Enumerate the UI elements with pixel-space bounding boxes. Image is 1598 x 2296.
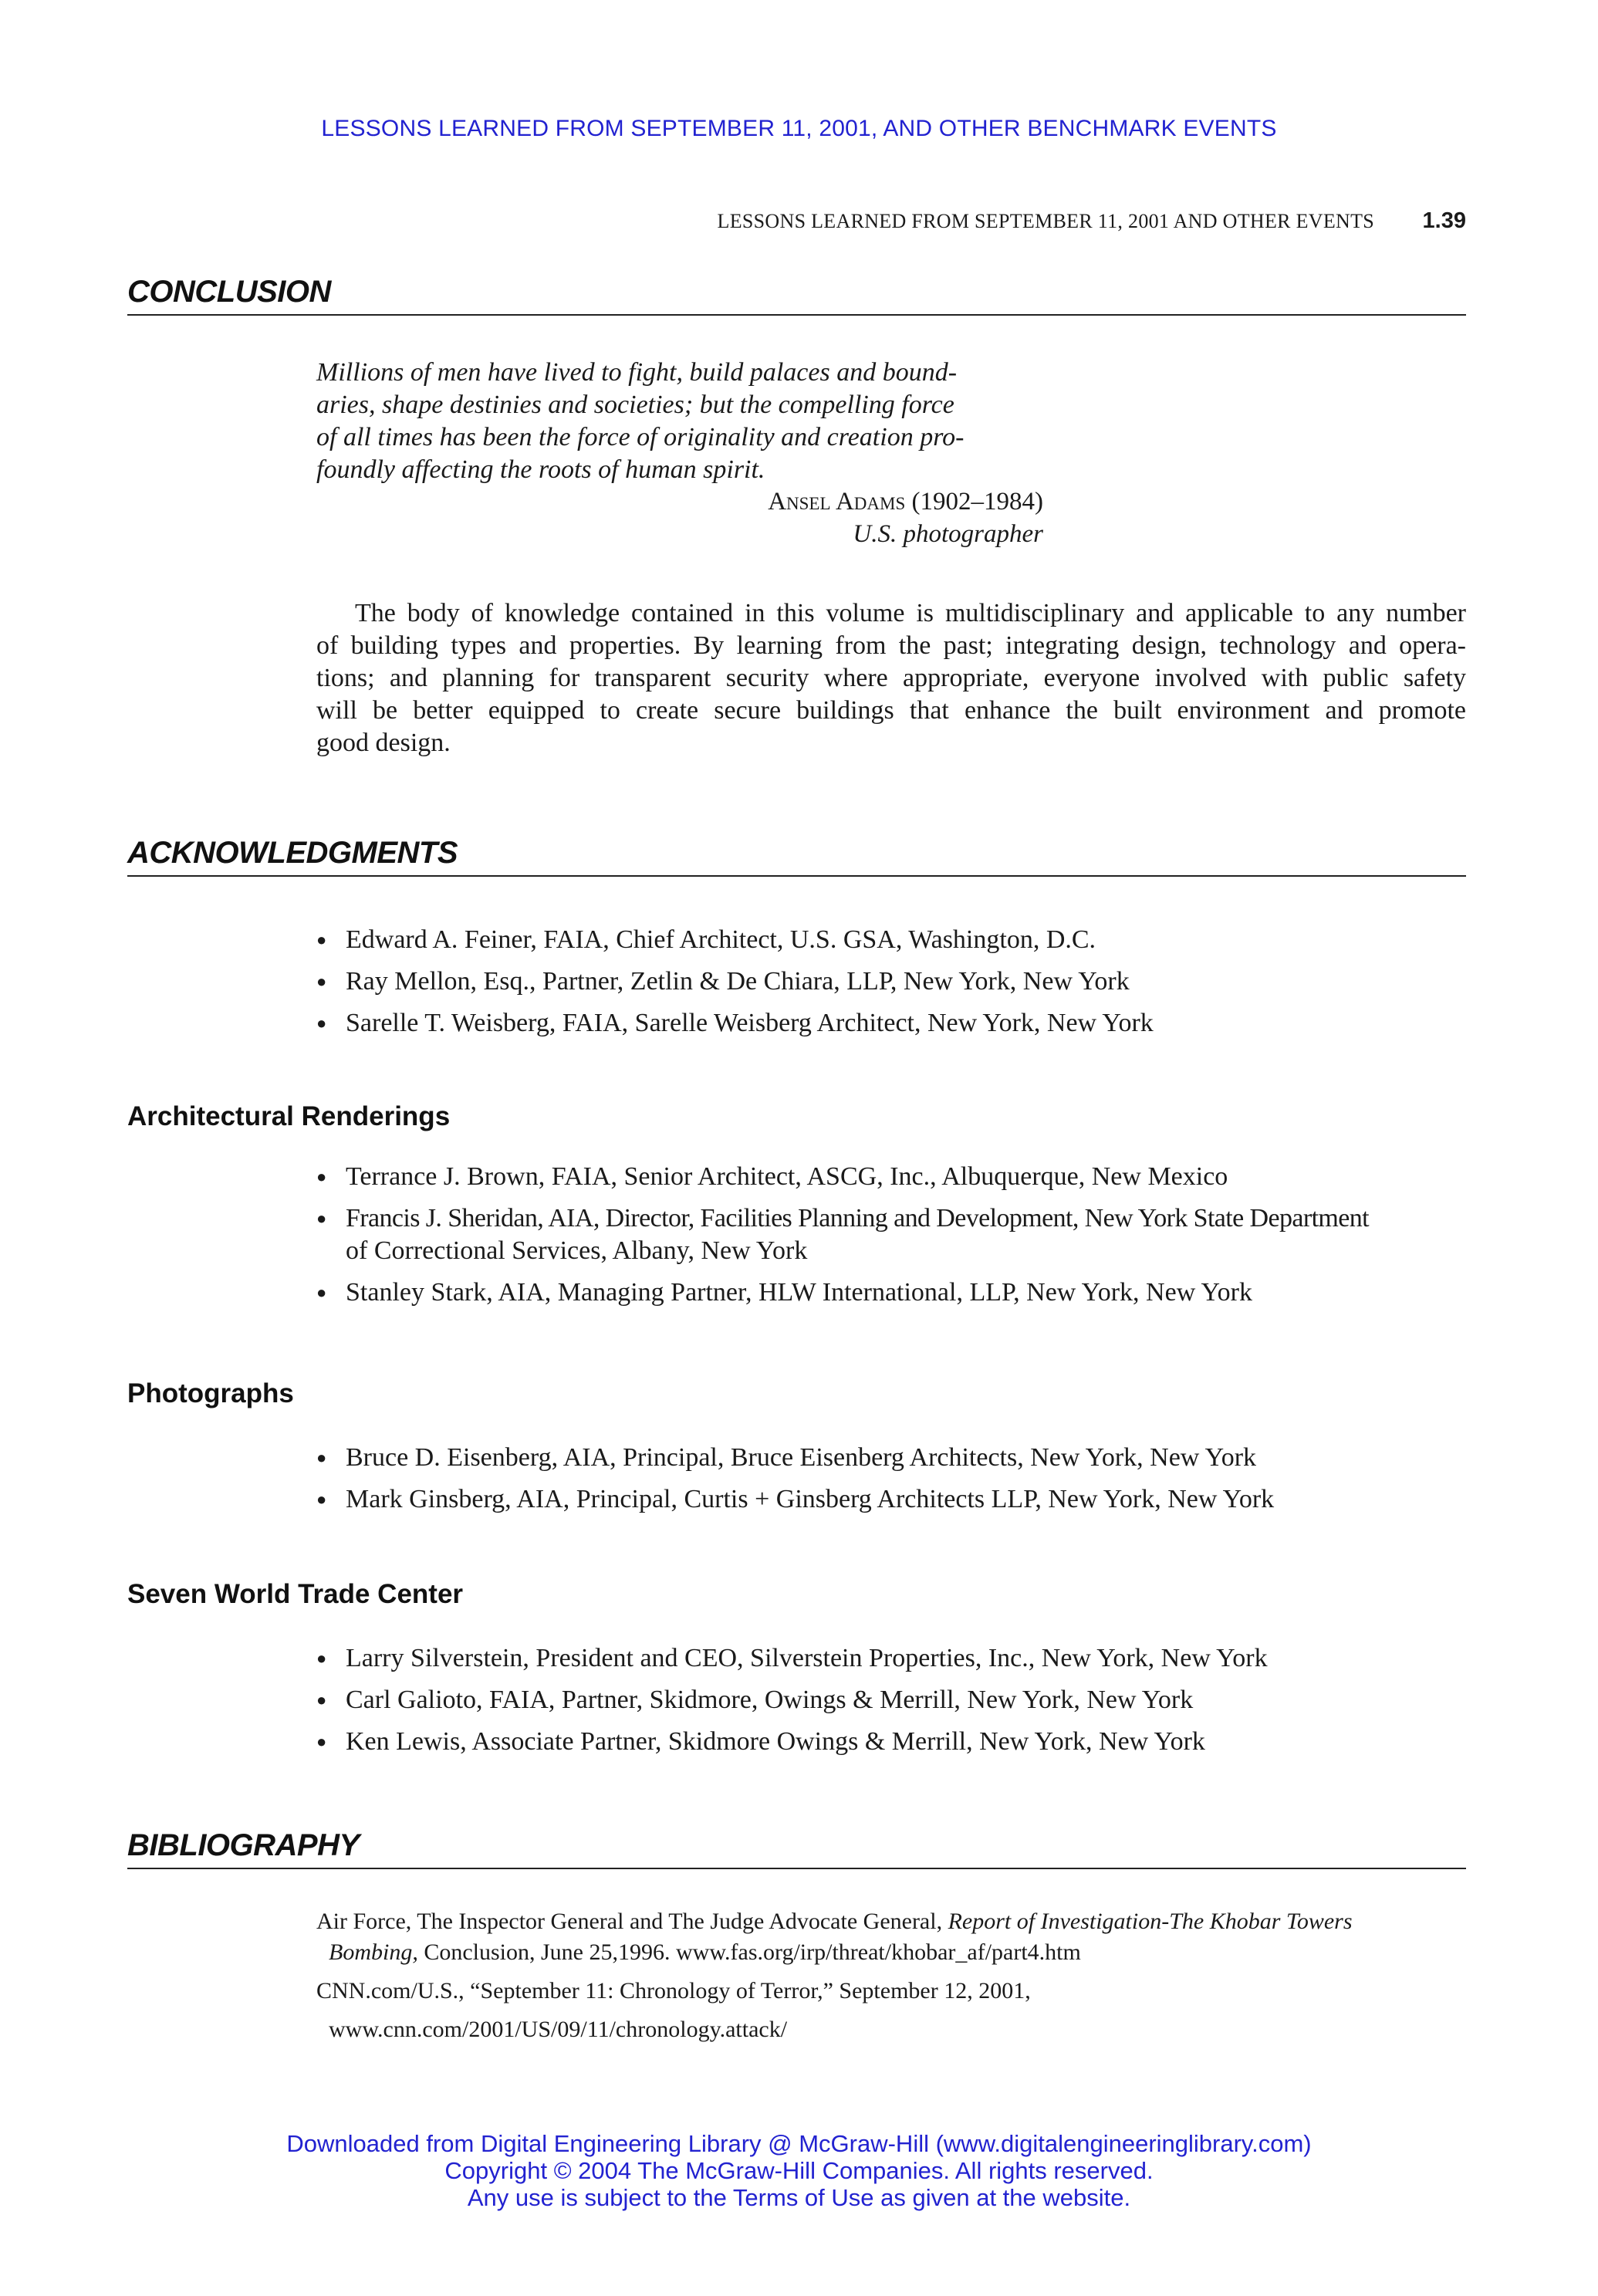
conclusion-heading: CONCLUSION [127,274,1466,316]
epigraph-line: foundly affecting the roots of human spirit. [316,455,765,484]
list-item: ● Ray Mellon, Esq., Partner, Zetlin & De Chiara, LLP, New York, New York [316,961,1470,1003]
list-item: ● Sarelle T. Weisberg, FAIA, Sarelle Weisberg Architect, New York, New York [316,1003,1470,1044]
download-footer [0,2130,1598,2211]
paragraph-line: will be better equipped to create secure buildings that enhance the built environment and promote [316,696,1466,725]
list-item: ● Mark Ginsberg, AIA, Principal, Curtis + Ginsberg Architects LLP, New York, New York [316,1479,1470,1520]
report-title: Report of Investigation-The Khobar Towers [948,1909,1353,1934]
renderings-list [316,1161,1470,1309]
author-name: Ansel Adams [768,488,906,516]
list-item: ● Edward A. Feiner, FAIA, Chief Architect, U.S. GSA, Washington, D.C. [316,919,1470,961]
list-item: ● Stanley Stark, AIA, Managing Partner, HLW International, LLP, New York, New York [316,1276,1470,1309]
author-role: U.S. photographer [853,520,1043,548]
paragraph-line: tions; and planning for transparent security where appropriate, everyone involved with public safety [316,664,1466,692]
footer-line: Copyright © 2004 The McGraw-Hill Companies. All rights reserved. [444,2157,1154,2184]
wtc7-list [316,1638,1470,1763]
epigraph-line: of all times has been the force of originality and creation pro- [316,423,965,451]
epigraph-author [316,488,1043,516]
acknowledgments-list [316,919,1470,1044]
epigraph [316,357,1049,486]
paragraph-line: of building types and properties. By learning from the past; integrating design, technology and opera- [316,631,1466,660]
list-item: ● Francis J. Sheridan, AIA, Director, Facilities Planning and Development, New York State Department of Correctional Services, Albany, New York [316,1202,1470,1267]
running-head [123,208,1466,234]
author-years: (1902–1984) [911,488,1043,516]
list-item: ● Terrance J. Brown, FAIA, Senior Architect, ASCG, Inc., Albuquerque, New Mexico [316,1161,1470,1193]
epigraph-line: Millions of men have lived to fight, build palaces and bound- [316,358,958,387]
list-item: ● Ken Lewis, Associate Partner, Skidmore Owings & Merrill, New York, New York [316,1721,1470,1763]
bibliography-heading: BIBLIOGRAPHY [127,1828,1466,1869]
footer-line: Any use is subject to the Terms of Use as given at the website. [467,2184,1131,2211]
acknowledgments-heading: ACKNOWLEDGMENTS [127,835,1466,877]
paragraph-line: good design. [316,729,451,757]
conclusion-paragraph [316,597,1466,759]
page-number: 1.39 [1422,208,1466,233]
photographs-heading: Photographs [127,1378,294,1408]
epigraph-line: aries, shape destinies and societies; but the compelling force [316,391,954,419]
paragraph-line: The body of knowledge contained in this volume is multidisciplinary and applicable to any number [355,599,1466,627]
renderings-heading: Architectural Renderings [127,1101,451,1131]
photographs-list [316,1437,1470,1520]
footer-line: Downloaded from Digital Engineering Library @ McGraw-Hill (www.digitalengineeringlibrary.com) [286,2130,1312,2157]
bibliography-entry: Air Force, The Inspector General and The Judge Advocate General, Report of Investigation-The Khobar Towers Bombing, Conclusion, June 25,1996. www.fas.org/irp/threat/khobar_af/part4.htm [316,1909,1353,1965]
running-head-title: LESSONS LEARNED FROM SEPTEMBER 11, 2001 AND OTHER EVENTS [717,210,1375,232]
list-item: ● Carl Galioto, FAIA, Partner, Skidmore, Owings & Merrill, New York, New York [316,1679,1470,1721]
report-title-cont: Bombing, [329,1939,418,1965]
wtc7-heading: Seven World Trade Center [127,1579,464,1609]
list-item: ● Bruce D. Eisenberg, AIA, Principal, Bruce Eisenberg Architects, New York, New York [316,1437,1470,1479]
top-banner: LESSONS LEARNED FROM SEPTEMBER 11, 2001, AND OTHER BENCHMARK EVENTS [321,116,1277,141]
list-item: ● Larry Silverstein, President and CEO, Silverstein Properties, Inc., New York, New York [316,1638,1470,1679]
bibliography-entry: CNN.com/U.S., “September 11: Chronology of Terror,” September 12, 2001, www.cnn.com/2001/US/09/11/chronology.attack/ [316,1978,1031,2042]
